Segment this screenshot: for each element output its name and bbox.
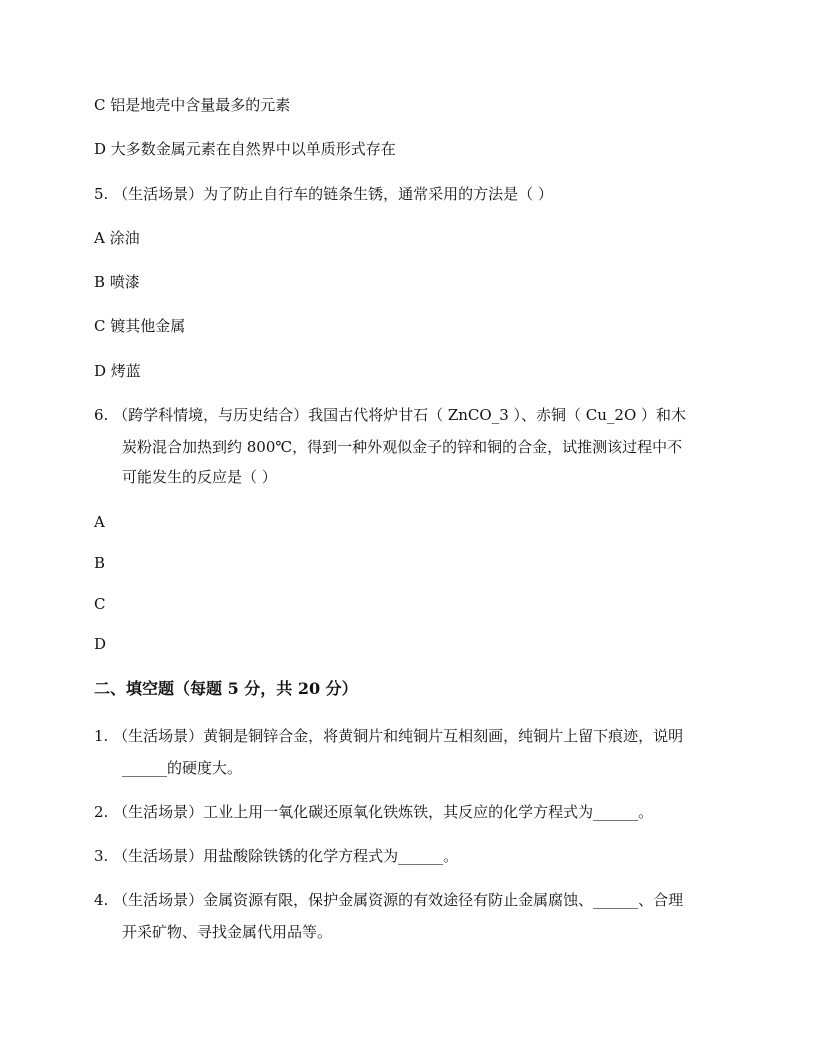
fill-q3: 3. （生活场景）用盐酸除铁锈的化学方程式为______。 xyxy=(94,847,459,865)
q6-option-c: C xyxy=(94,595,106,613)
q6-option-d: D xyxy=(94,635,107,653)
fill-q2: 2. （生活场景）工业上用一氧化碳还原氧化铁炼铁，其反应的化学方程式为______。 xyxy=(94,803,654,821)
q5-option-d: D 烤蓝 xyxy=(94,362,141,380)
q6-option-b: B xyxy=(94,554,106,572)
q4-option-d: D 大多数金属元素在自然界中以单质形式存在 xyxy=(94,140,396,158)
fill-q4-line-1: 4. （生活场景）金属资源有限，保护金属资源的有效途径有防止金属腐蚀、______、合理 xyxy=(94,891,684,909)
q5-option-c: C 镀其他金属 xyxy=(94,317,186,335)
fill-q1-line-1: 1. （生活场景）黄铜是铜锌合金，将黄铜片和纯铜片互相刻画，纯铜片上留下痕迹，说明 xyxy=(94,727,684,745)
q6-stem-line-2: 炭粉混合加热到约 800℃，得到一种外观似金子的锌和铜的合金，试推测该过程中不 xyxy=(122,438,683,456)
q5-option-a: A 涂油 xyxy=(94,229,140,247)
q6-stem-line-3: 可能发生的反应是（ ） xyxy=(122,468,277,486)
q5-option-b: B 喷漆 xyxy=(94,273,140,291)
fill-q4-line-2: 开采矿物、寻找金属代用品等。 xyxy=(122,923,333,941)
q5-stem: 5. （生活场景）为了防止自行车的链条生锈，通常采用的方法是（ ） xyxy=(94,185,553,203)
q4-option-c: C 铝是地壳中含量最多的元素 xyxy=(94,96,291,114)
q6-option-a: A xyxy=(94,513,105,531)
fill-q1-line-2: ______的硬度大。 xyxy=(122,759,243,777)
q6-stem-line-1: 6. （跨学科情境，与历史结合）我国古代将炉甘石（ ZnCO_3 ）、赤铜（ Cu_2O ）和木 xyxy=(94,406,687,424)
section-heading: 二、填空题（每题 5 分，共 20 分） xyxy=(94,679,358,698)
